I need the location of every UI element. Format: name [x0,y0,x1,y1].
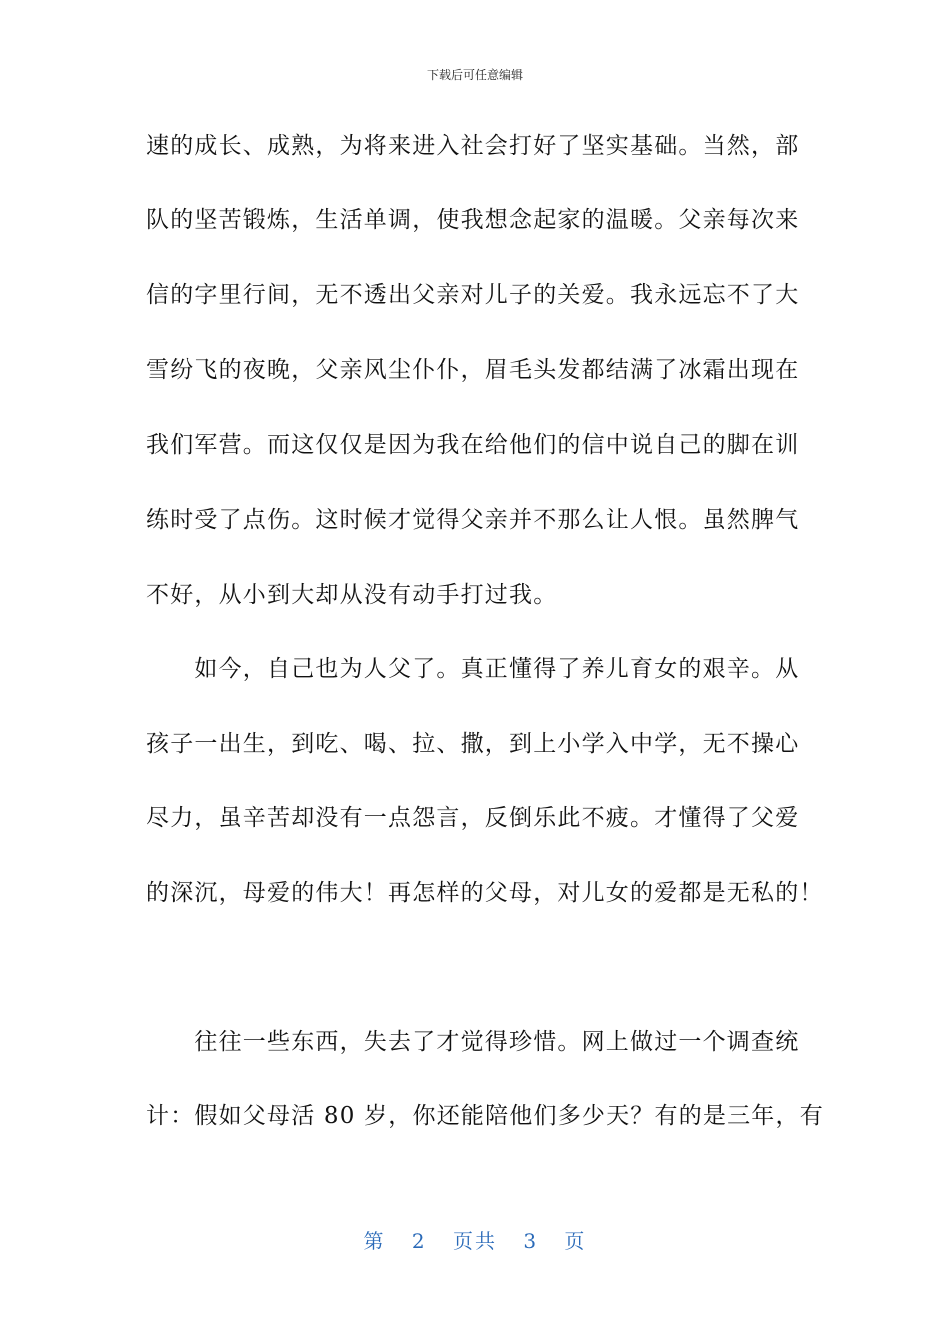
text-line: 往往一些东西，失去了才觉得珍惜。网上做过一个调查统 [146,1029,800,1055]
text-line: 孩子一出生，到吃、喝、拉、撒，到上小学入中学，无不操心 [146,731,800,757]
text-line: 不好，从小到大却从没有动手打过我。 [146,582,558,608]
text-line: 尽力，虽辛苦却没有一点怨言，反倒乐此不疲。才懂得了父爱 [146,805,800,831]
text-line: 我们军营。而这仅仅是因为我在给他们的信中说自己的脚在训 [146,432,800,458]
text-line: 的深沉，母爱的伟大！再怎样的父母，对儿女的爱都是无私的！ [146,880,824,906]
text-line: 信的字里行间，无不透出父亲对儿子的关爱。我永远忘不了大 [146,282,800,308]
text-line: 队的坚苦锻炼，生活单调，使我想念起家的温暖。父亲每次来 [146,207,800,233]
text-line: 计：假如父母活 80 岁，你还能陪他们多少天？有的是三年，有 [146,1103,824,1129]
page-header: 下载后可任意编辑 [426,68,523,82]
page-footer: 第 2 页共 3 页 [363,1229,587,1253]
text-line: 练时受了点伤。这时候才觉得父亲并不那么让人恨。虽然脾气 [146,507,800,533]
text-line: 雪纷飞的夜晚，父亲风尘仆仆，眉毛头发都结满了冰霜出现在 [146,357,800,383]
text-line: 如今，自己也为人父了。真正懂得了养儿育女的艰辛。从 [146,656,800,682]
text-line: 速的成长、成熟，为将来进入社会打好了坚实基础。当然，部 [146,133,800,159]
